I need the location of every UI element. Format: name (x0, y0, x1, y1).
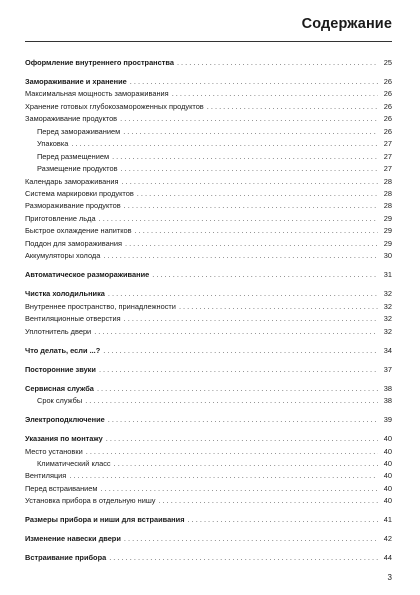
toc-entry[interactable] (25, 514, 392, 526)
toc-leader-dots (85, 395, 378, 407)
toc-entry[interactable] (25, 126, 392, 138)
toc-leader-dots (114, 458, 378, 470)
toc-leader-dots (99, 364, 378, 376)
toc-entry-page: 32 (383, 314, 392, 324)
toc-entry-page: 28 (383, 176, 392, 186)
toc-entry[interactable] (25, 113, 392, 125)
toc-entry-page: 37 (383, 364, 392, 374)
toc-entry-label: Замораживание и хранение (25, 77, 127, 87)
toc-entry[interactable] (25, 470, 392, 482)
toc-entry[interactable] (25, 446, 392, 458)
toc-entry[interactable] (25, 101, 392, 113)
toc-entry-label: Автоматическое размораживание (25, 270, 150, 280)
page-number: 3 (387, 573, 392, 582)
toc-leader-dots (177, 57, 378, 69)
toc-entry-page: 27 (383, 164, 392, 174)
toc-leader-dots (124, 200, 378, 212)
toc-entry-label: Установка прибора в отдельную нишу (25, 496, 156, 506)
toc-entry-label: Срок службы (37, 396, 83, 406)
toc-entry-label: Календарь замораживания (25, 176, 119, 186)
toc-entry[interactable] (25, 495, 392, 507)
toc-entry[interactable] (25, 313, 392, 325)
toc-entry-page: 26 (383, 101, 392, 111)
toc-entry[interactable] (25, 288, 392, 300)
toc-entry[interactable] (25, 188, 392, 200)
toc-leader-dots (158, 495, 378, 507)
toc-entry-page: 38 (383, 396, 392, 406)
toc-entry[interactable] (25, 213, 392, 225)
toc-entry-page: 32 (383, 326, 392, 336)
toc-leader-dots (100, 483, 378, 495)
toc-entry-page: 34 (383, 345, 392, 355)
toc-entry-label: Система маркировки продуктов (25, 188, 134, 198)
toc-entry-page: 40 (383, 446, 392, 456)
toc-entry-label: Перед замораживанием (37, 126, 121, 136)
toc-leader-dots (152, 269, 378, 281)
toc-entry-label: Указания по монтажу (25, 434, 103, 444)
toc-leader-dots (188, 514, 378, 526)
toc-entry-page: 41 (383, 515, 392, 525)
toc-entry[interactable] (25, 345, 392, 357)
toc-entry-page: 26 (383, 89, 392, 99)
toc-entry[interactable] (25, 151, 392, 163)
toc-entry-label: Поддон для замораживания (25, 238, 122, 248)
toc-entry[interactable] (25, 176, 392, 188)
toc-leader-dots (125, 238, 378, 250)
toc-entry[interactable] (25, 225, 392, 237)
toc-entry-label: Размеры прибора и ниши для встраивания (25, 515, 185, 525)
toc-leader-dots (109, 552, 378, 564)
toc-entry-page: 42 (383, 534, 392, 544)
toc-entry-label: Климатический класс (37, 459, 111, 468)
toc-entry-page: 27 (383, 151, 392, 161)
toc-entry-label: Чистка холодильника (25, 289, 105, 299)
toc-entry-page: 32 (383, 301, 392, 311)
toc-entry-label: Внутреннее пространство, принадлежности (25, 301, 176, 311)
toc-leader-dots (124, 533, 378, 545)
toc-entry[interactable] (25, 364, 392, 376)
toc-leader-dots (120, 113, 378, 125)
toc-leader-dots (99, 213, 378, 225)
page-title: Содержание (301, 16, 392, 32)
toc-entry-page: 40 (383, 483, 392, 493)
toc-entry-page: 40 (383, 434, 392, 444)
toc-entry-label: Размещение продуктов (37, 164, 118, 174)
toc-entry-page: 40 (383, 459, 392, 468)
toc-entry[interactable] (25, 395, 392, 407)
toc-leader-dots (103, 345, 378, 357)
toc-entry-label: Оформление внутреннего пространства (25, 58, 174, 67)
toc-leader-dots (112, 151, 378, 163)
toc-leader-dots (94, 326, 378, 338)
toc-entry[interactable] (25, 383, 392, 395)
toc-entry-label: Аккумуляторы холода (25, 251, 101, 261)
toc-entry-page: 31 (383, 270, 392, 280)
toc-leader-dots (86, 446, 378, 458)
toc-leader-dots (207, 101, 378, 113)
toc-entry-page: 28 (383, 201, 392, 211)
toc-leader-dots (179, 301, 378, 313)
toc-entry[interactable] (25, 88, 392, 100)
toc-entry-label: Размораживание продуктов (25, 201, 121, 211)
toc-entry[interactable] (25, 138, 392, 150)
toc-entry-label: Уплотнитель двери (25, 326, 92, 336)
toc-entry-label: Место установки (25, 446, 83, 456)
toc-entry-label: Изменение навески двери (25, 534, 121, 544)
toc-entry[interactable] (25, 57, 392, 69)
toc-entry-label: Посторонние звуки (25, 364, 96, 374)
toc-leader-dots (108, 288, 378, 300)
toc-entry-page: 40 (383, 471, 392, 481)
toc-entry-label: Максимальная мощность замораживания (25, 89, 169, 99)
toc-entry-page: 26 (383, 77, 392, 87)
toc-entry[interactable] (25, 301, 392, 313)
toc-entry-page: 44 (383, 553, 392, 563)
toc-entry-label: Упаковка (37, 139, 69, 149)
toc-entry[interactable] (25, 269, 392, 281)
toc-entry-page: 39 (383, 415, 392, 425)
toc-entry[interactable] (25, 552, 392, 564)
toc-leader-dots (130, 76, 378, 88)
toc-entry[interactable] (25, 533, 392, 545)
title-divider (25, 41, 392, 42)
toc-entry[interactable] (25, 458, 392, 470)
toc-entry[interactable] (25, 76, 392, 88)
toc-leader-dots (122, 176, 378, 188)
toc-entry-page: 26 (383, 114, 392, 124)
toc-entry-page: 29 (383, 238, 392, 248)
toc-leader-dots (71, 138, 378, 150)
toc-leader-dots (121, 163, 379, 175)
toc-entry-label: Электроподключение (25, 415, 105, 425)
toc-entry-page: 26 (383, 126, 392, 136)
toc-entry-page: 28 (383, 188, 392, 198)
toc-entry[interactable] (25, 200, 392, 212)
toc-leader-dots (97, 383, 378, 395)
toc-entry[interactable] (25, 414, 392, 426)
toc-leader-dots (124, 313, 378, 325)
toc-entry[interactable] (25, 163, 392, 175)
toc-entry-page: 32 (383, 289, 392, 299)
toc-entry[interactable] (25, 326, 392, 338)
toc-entry[interactable] (25, 483, 392, 495)
toc-entry[interactable] (25, 238, 392, 250)
toc-leader-dots (137, 188, 378, 200)
toc-leader-dots (172, 88, 378, 100)
toc-leader-dots (106, 433, 378, 445)
toc-entry-label: Что делать, если ...? (25, 345, 101, 355)
table-of-contents (25, 57, 392, 565)
toc-entry-label: Сервисная служба (25, 383, 94, 393)
toc-leader-dots (103, 250, 378, 262)
toc-entry-label: Быстрое охлаждение напитков (25, 226, 132, 236)
toc-entry-label: Вентиляционные отверстия (25, 314, 121, 324)
toc-entry-page: 40 (383, 496, 392, 506)
toc-entry-page: 30 (383, 251, 392, 261)
toc-entry[interactable] (25, 433, 392, 445)
toc-entry-label: Приготовление льда (25, 213, 96, 223)
toc-entry-page: 25 (383, 58, 392, 67)
toc-leader-dots (135, 225, 378, 237)
toc-entry[interactable] (25, 250, 392, 262)
toc-entry-label: Замораживание продуктов (25, 114, 118, 124)
toc-entry-page: 38 (383, 383, 392, 393)
toc-entry-page: 29 (383, 213, 392, 223)
toc-entry-page: 29 (383, 226, 392, 236)
toc-entry-label: Хранение готовых глубокозамороженных продуктов (25, 101, 204, 111)
toc-entry-label: Вентиляция (25, 471, 67, 481)
toc-leader-dots (108, 414, 378, 426)
toc-entry-label: Встраивание прибора (25, 553, 107, 563)
toc-entry-label: Перед встраиванием (25, 483, 98, 493)
toc-leader-dots (69, 470, 378, 482)
toc-entry-label: Перед размещением (37, 151, 110, 161)
toc-leader-dots (123, 126, 378, 138)
toc-entry-page: 27 (383, 139, 392, 149)
